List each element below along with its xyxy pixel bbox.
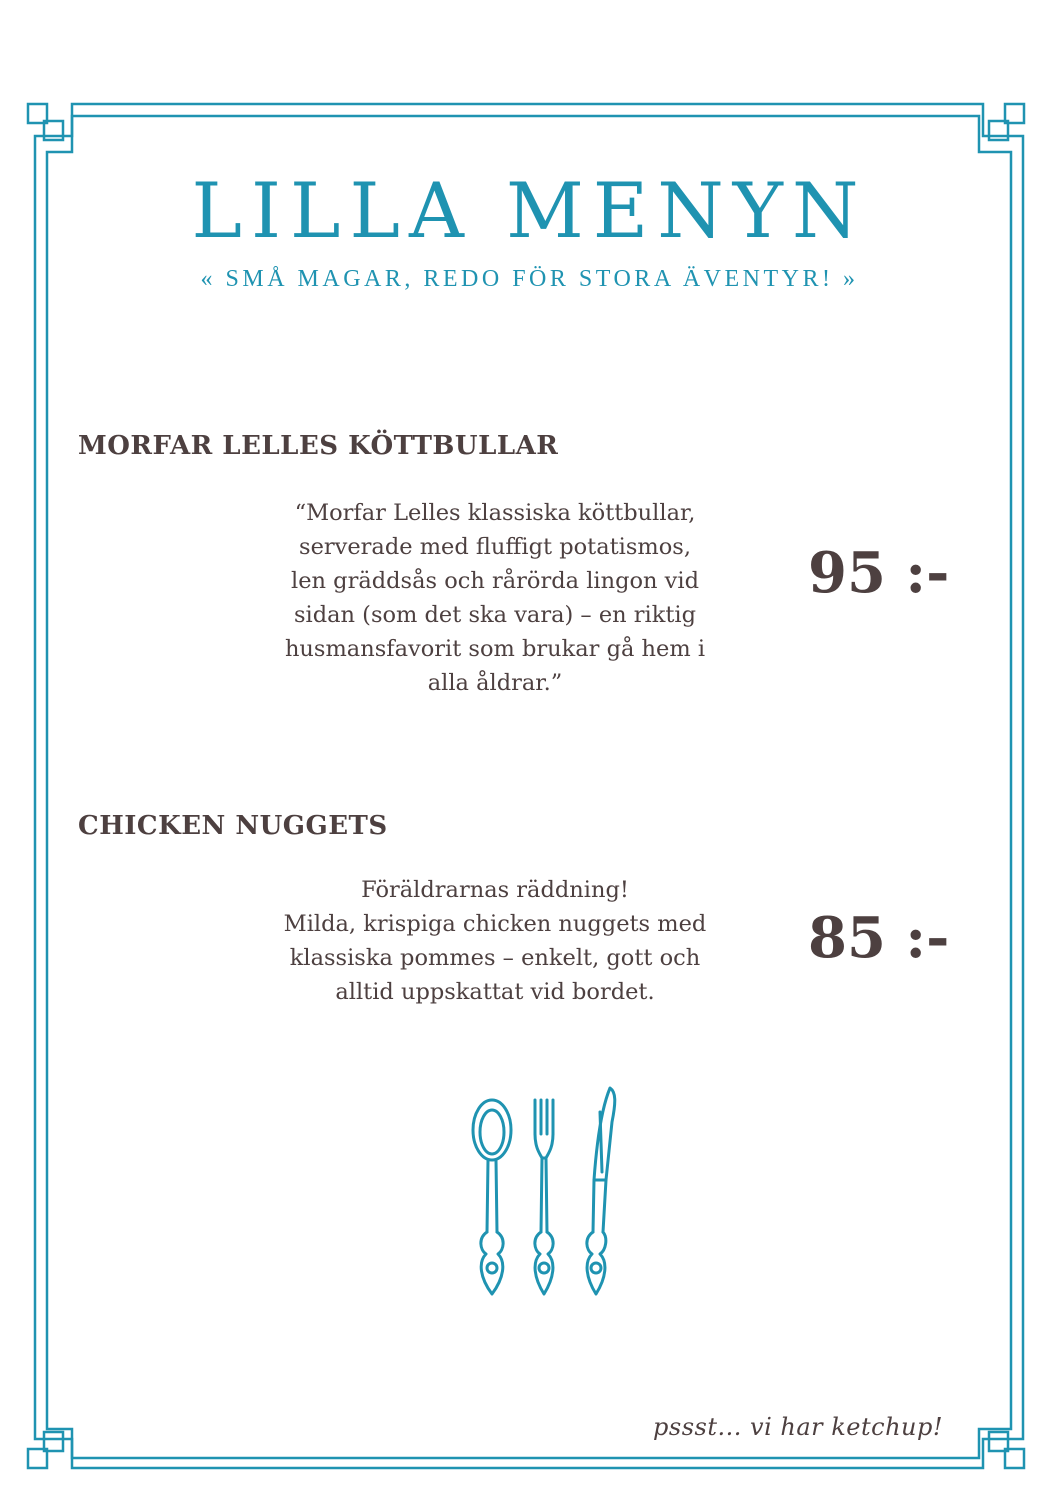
- description-line: Milda, krispiga chicken nuggets med: [283, 911, 707, 937]
- description-line: klassiska pommes – enkelt, gott och: [289, 945, 701, 971]
- fork-icon: [535, 1100, 553, 1294]
- footer-note: pssst... vi har ketchup!: [653, 1413, 943, 1441]
- description-line: “Morfar Lelles klassiska köttbullar,: [294, 500, 696, 526]
- menu-item-price: 85 :-: [808, 905, 950, 971]
- cutlery-icon: [462, 1082, 632, 1302]
- menu-item-name: CHICKEN NUGGETS: [78, 811, 388, 841]
- description-line: sidan (som det ska vara) – en riktig: [293, 602, 697, 628]
- knife-icon: [587, 1088, 615, 1294]
- menu-item-description: [242, 496, 748, 700]
- menu-title: LILLA MENYN: [191, 166, 868, 255]
- menu-item-price: 95 :-: [808, 540, 950, 606]
- spoon-icon: [473, 1100, 511, 1294]
- menu-subtitle: « SMÅ MAGAR, REDO FÖR STORA ÄVENTYR! »: [200, 266, 859, 292]
- description-line: serverade med fluffigt potatismos,: [299, 534, 691, 560]
- description-line: len gräddsås och rårörda lingon vid: [291, 568, 699, 594]
- description-line: alltid uppskattat vid bordet.: [335, 979, 655, 1005]
- description-line: Föräldrarnas räddning!: [361, 877, 629, 903]
- description-line: alla åldrar.”: [427, 670, 563, 696]
- description-line: husmansfavorit som brukar gå hem i: [284, 636, 706, 662]
- menu-item-name: MORFAR LELLES KÖTTBULLAR: [78, 431, 559, 461]
- menu-item-description: [242, 873, 748, 1009]
